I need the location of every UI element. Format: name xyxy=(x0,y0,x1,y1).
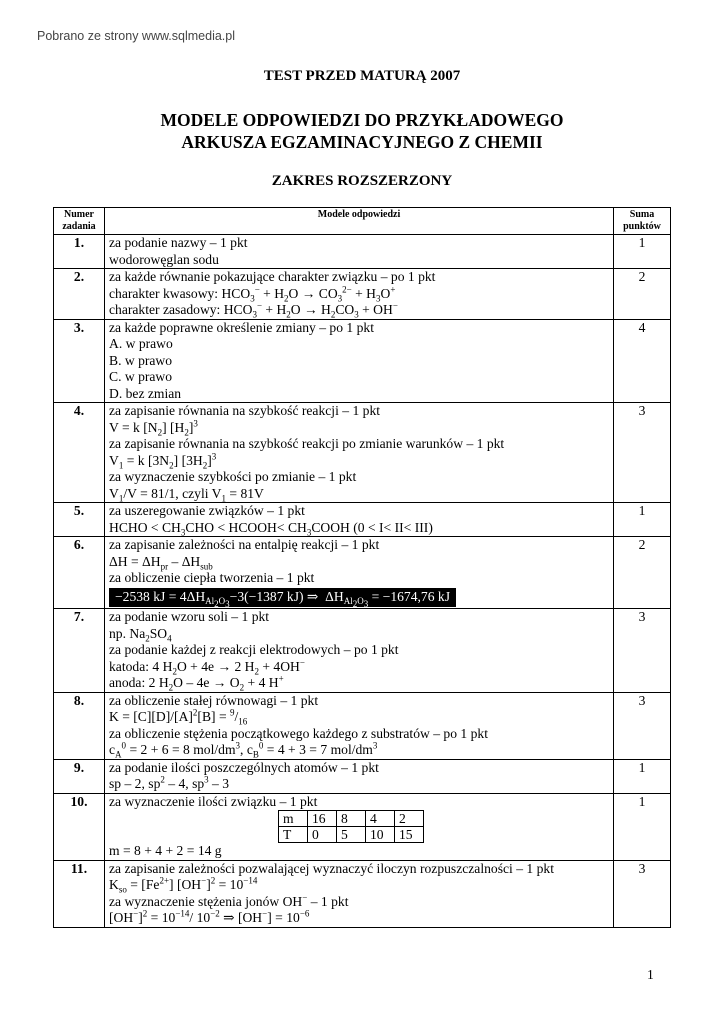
rate-equation-changed: $V_1 = k$ $[3N_2]$ $[3H_2]^3$ xyxy=(109,450,217,471)
table-row xyxy=(54,759,671,793)
equilibrium-constant: $K = [C][D]/[A]^2[B] = ^9/_{16}$ xyxy=(109,707,248,727)
answer-cell: za zapisanie równania na szybkość reakcji – 1 pkt V = k $[N_2]$ $[H_2]^3$ za zapisanie równania na szybkość reakcji po zmianie warunków – 1 pkt $V_1 = k$ $[3N_2]$ $[3H_2]^3$ za wyznaczenie szybkości po zmianie – 1 pkt $V_1/V = 81/1$, czyli $V_1 = 81V$ xyxy=(105,403,614,503)
task-number: 2. xyxy=(54,269,105,320)
points-cell: 1 xyxy=(614,235,671,269)
basic-equation: charakter zasadowy: $HCO_3^- + H_2O \to H_2CO_3 + OH^-$ xyxy=(109,300,398,320)
table-row xyxy=(54,692,671,759)
answer-cell: za podanie wzoru soli – 1 pkt np. $Na_2SO_4$ za podanie każdej z reakcji elektrodowych – po 1 pkt katoda: 4 $H_2O + 4e \to 2$ $H_2 + 4OH^-$ anoda: 2 $H_2O - 4e \to O_2 + 4$ H+ xyxy=(105,609,614,693)
points-cell: 2 xyxy=(614,269,671,320)
answer-cell: za podanie nazwy – 1 pkt wodorowęglan sodu xyxy=(105,235,614,269)
table-row xyxy=(54,537,671,609)
formation-heat-equation: −2538 kJ = $4\Delta H_{Al_2O_3}-3(-1387$ kJ) ⇒ $\Delta H_{Al_2O_3} = -1674,76$ kJ xyxy=(109,588,456,608)
task-number: 6. xyxy=(54,537,105,609)
page-number: 1 xyxy=(647,967,654,982)
points-cell: 1 xyxy=(614,793,671,860)
table-row xyxy=(54,269,671,320)
hybridization-answer: sp – 2, $sp^2 - 4$, $sp^3 - 3$ xyxy=(109,774,230,791)
points-cell: 1 xyxy=(614,503,671,537)
table-row xyxy=(54,319,671,403)
hydroxide-concentration: $[OH^-]^2 = 10^{-14}/$ $10^{-2}$ ⇒ $[OH^-] = 10^{-6}$ xyxy=(109,908,310,925)
acidic-equation: charakter kwasowy: $HCO_3^- + H_2O \to CO_3^{2-} + H_3O^+$ xyxy=(109,283,396,304)
points-cell: 3 xyxy=(614,403,671,503)
answer-cell: za obliczenie stałej równowagi – 1 pkt $K = [C][D]/[A]^2[B] = ^9/_{16}$ za obliczenie stężenia początkowego każdego z substratów – po 1 pkt $c_A^0 = 2 + 6 = 8$ mol/$dm^3$, $c_B^0 = 4 + 3 = 7$ mol/$dm^3$ xyxy=(105,692,614,759)
cathode-reaction: katoda: 4 $H_2O + 4e \to 2$ $H_2 + 4OH^-$ xyxy=(109,656,305,677)
points-cell: 3 xyxy=(614,609,671,693)
solubility-product: $K_{so} = [Fe^{2+}] [OH^-]^2 = 10^{-14}$ xyxy=(109,875,258,895)
enthalpy-equation: $\Delta H = \Delta H_{pr} - \Delta H_{sub}$ xyxy=(109,553,213,572)
answer-cell: za podanie ilości poszczególnych atomów – 1 pkt sp – 2, $sp^2 - 4$, $sp^3 - 3$ xyxy=(105,759,614,793)
points-cell: 4 xyxy=(614,319,671,403)
rate-equation: V = k $[N_2]$ $[H_2]^3$ xyxy=(109,417,198,438)
inner-row-t: T 0 5 10 15 xyxy=(279,827,424,843)
table-row xyxy=(54,860,671,927)
answer-key-table xyxy=(53,207,671,928)
salt-formula: np. $Na_2SO_4$ xyxy=(109,625,172,644)
initial-concentrations: $c_A^0 = 2 + 6 = 8$ mol/$dm^3$, $c_B^0 = 4 + 3 = 7$ mol/$dm^3$ xyxy=(109,740,378,760)
points-cell: 3 xyxy=(614,692,671,759)
answer-cell: za zapisanie zależności na entalpię reakcji – 1 pkt $\Delta H = \Delta H_{pr} - \Delta H_{sub}$ za obliczenie ciepła tworzenia – 1 pkt −2538 kJ = $4\Delta H_{Al_2O_3}-3(-1387$ kJ) ⇒ $\Delta H_{Al_2O_3} = -1674,76$ kJ xyxy=(105,537,614,609)
table-row xyxy=(54,793,671,860)
task-number: 5. xyxy=(54,503,105,537)
inner-row-m: m 16 8 4 2 xyxy=(279,811,424,827)
ordering-answer: HCHO < $CH_3CHO$ < HCOOH< $CH_3COOH$ (0 < I< II< III) xyxy=(109,519,433,538)
task-number: 7. xyxy=(54,609,105,693)
document-title-line2: ARKUSZA EGZAMINACYJNEGO Z CHEMII xyxy=(181,132,543,152)
rate-result: $V_1/V = 81/1$, czyli $V_1 = 81V$ xyxy=(109,485,264,504)
header-models: Modele odpowiedzi xyxy=(105,208,614,235)
points-cell: 1 xyxy=(614,759,671,793)
document-title-line1: MODELE ODPOWIEDZI DO PRZYKŁADOWEGO xyxy=(160,110,564,130)
header-number: Numer zadania xyxy=(54,208,105,235)
task-number: 4. xyxy=(54,403,105,503)
header-points: Suma punktów xyxy=(614,208,671,235)
answer-cell: za uszeregowanie związków – 1 pkt HCHO < $CH_3CHO$ < HCOOH< $CH_3COOH$ (0 < I< II< III) xyxy=(105,503,614,537)
task-number: 1. xyxy=(54,235,105,269)
task-number: 10. xyxy=(54,793,105,860)
points-cell: 2 xyxy=(614,537,671,609)
answer-cell: za każde poprawne określenie zmiany – po 1 pkt A. w prawo B. w prawo C. w prawo D. bez zmian xyxy=(105,319,614,403)
document-title xyxy=(0,109,724,153)
task-number: 3. xyxy=(54,319,105,403)
points-cell: 3 xyxy=(614,860,671,927)
source-note: Pobrano ze strony www.sqlmedia.pl xyxy=(37,29,236,43)
table-row xyxy=(54,403,671,503)
answer-cell: za wyznaczenie ilości związku – 1 pkt m 16 8 4 2 T 0 5 10 15 m = 8 + 4 + 2 = 14 g xyxy=(105,793,614,860)
answer-cell: za każde równanie pokazujące charakter związku – po 1 pkt charakter kwasowy: $HCO_3^- + H_2O \to CO_3^{2-} + H_3O^+$ charakter zasadowy: $HCO_3^- + H_2O \to H_2CO_3 + OH^-$ xyxy=(105,269,614,320)
task-number: 8. xyxy=(54,692,105,759)
table-row xyxy=(54,503,671,537)
anode-reaction: anoda: 2 $H_2O - 4e \to O_2 + 4$ H+ xyxy=(109,673,284,693)
table-row xyxy=(54,609,671,693)
header-row xyxy=(54,208,671,235)
scope-title: ZAKRES ROZSZERZONY xyxy=(271,173,453,189)
task-number: 9. xyxy=(54,759,105,793)
test-title: TEST PRZED MATURĄ 2007 xyxy=(263,68,461,84)
table-row xyxy=(54,235,671,269)
answer-cell: za zapisanie zależności pozwalającej wyznaczyć iloczyn rozpuszczalności – 1 pkt $K_{so} = [Fe^{2+}] [OH^-]^2 = 10^{-14}$ za wyznaczenie stężenia jonów OH− – 1 pkt $[OH^-]^2 = 10^{-14}/$ $10^{-2}$ ⇒ $[OH^-] = 10^{-6}$ xyxy=(105,860,614,927)
mass-time-table xyxy=(278,810,424,843)
task-number: 11. xyxy=(54,860,105,927)
